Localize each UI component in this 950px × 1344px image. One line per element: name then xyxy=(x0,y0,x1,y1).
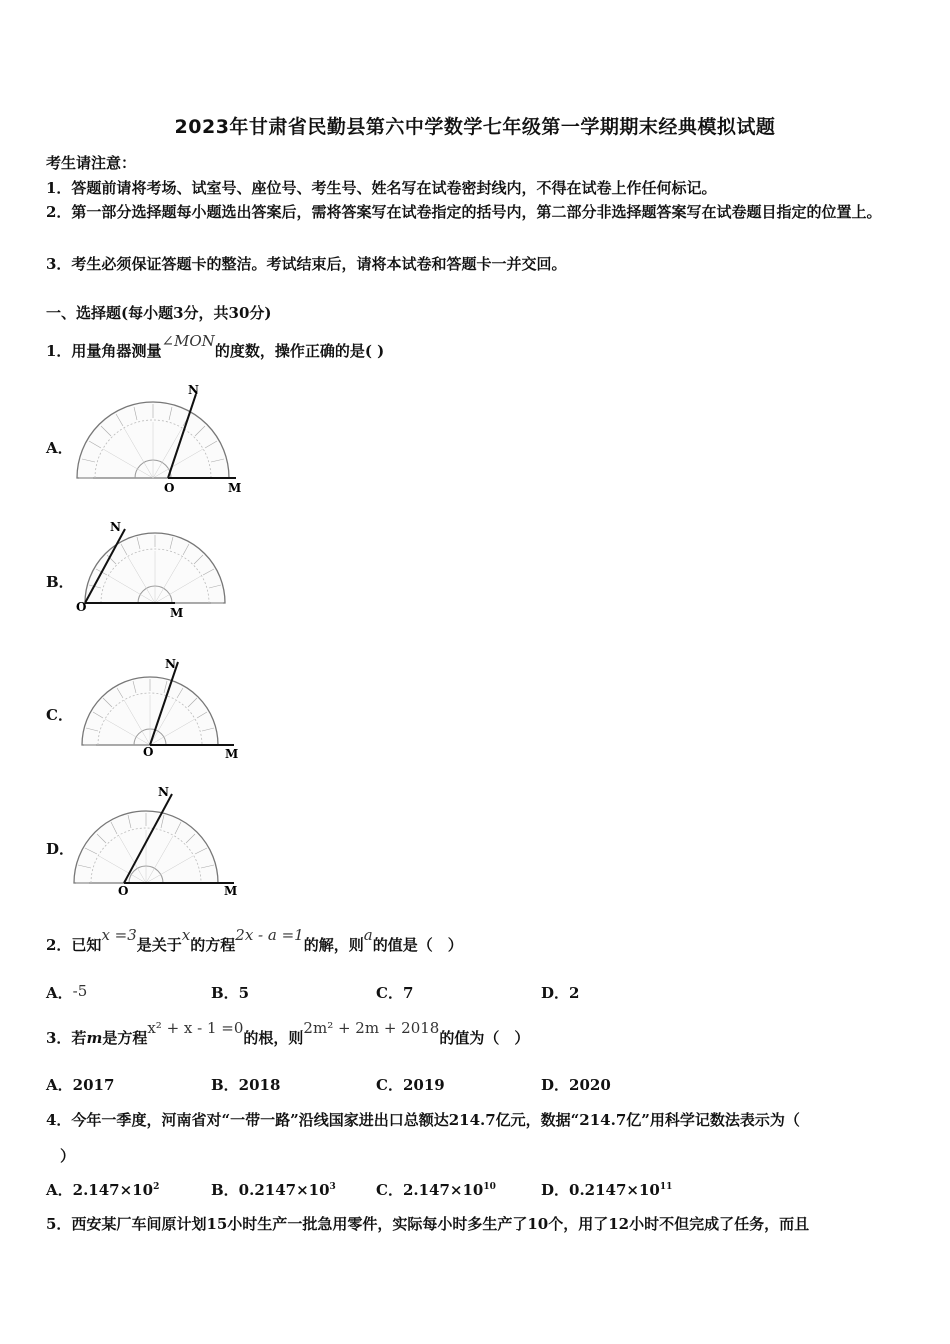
question-5: 5．西安某厂车间原计划15小时生产一批急用零件，实际每小时多生产了10个，用了12小时不但完成了任务，而且 xyxy=(46,1215,810,1233)
q2-part-5: 的值是（ ） xyxy=(372,936,463,954)
question-1 xyxy=(46,332,385,361)
question-4: 4．今年一季度，河南省对“一带一路”沿线国家进出口总额达214.7亿元，数据“214.7亿”用科学记数法表示为（ xyxy=(46,1111,800,1129)
q2-math-1: x =3 xyxy=(101,926,137,944)
q4-option-b xyxy=(211,1179,336,1200)
notice-item-1: 1．答题前请将考场、试室号、座位号、考生号、姓名写在试卷密封线内，不得在试卷上作任何标记。 xyxy=(46,179,717,197)
q2-option-a-value: -5 xyxy=(72,982,88,1000)
q1d-label-o: O xyxy=(118,884,129,897)
q1c-label-o: O xyxy=(143,745,154,759)
question-4-close: ） xyxy=(60,1147,76,1165)
q2-math-4: a xyxy=(363,926,373,944)
q4-option-b-exponent: 3 xyxy=(329,1182,336,1192)
q1-option-b-label: B． xyxy=(46,573,74,591)
q3-part-3: 的根，则 xyxy=(243,1029,304,1047)
q1-option-c-label: C． xyxy=(46,706,73,724)
q3-option-c: C．2019 xyxy=(376,1076,445,1094)
q3-option-d: D．2020 xyxy=(541,1076,611,1094)
q3-part-1: 3．若 xyxy=(46,1029,87,1047)
q4-option-c xyxy=(376,1179,496,1200)
q1b-label-m: M xyxy=(170,606,184,620)
q1-angle: ∠MON xyxy=(161,332,215,350)
q3-option-a: A．2017 xyxy=(46,1076,115,1094)
q1a-label-m: M xyxy=(228,481,242,495)
q4-option-d-exponent: 11 xyxy=(659,1182,673,1192)
q2-math-3: 2x - a =1 xyxy=(235,926,304,944)
q4-option-a-base: A．2.147×10 xyxy=(46,1181,154,1199)
q1b-label-n: N xyxy=(110,520,121,534)
q3-part-2: 是方程 xyxy=(102,1029,148,1047)
q4-option-a xyxy=(46,1179,159,1200)
q4-option-c-exponent: 10 xyxy=(483,1182,496,1192)
q4-option-d xyxy=(541,1179,672,1200)
q2-part-2: 是关于 xyxy=(136,936,182,954)
q2-option-b: B．5 xyxy=(211,984,250,1002)
q1-option-a-protractor xyxy=(70,380,250,495)
q1a-label-n: N xyxy=(188,383,199,397)
notice-item-2: 2．第一部分选择题每小题选出答案后，需将答案写在试卷指定的括号内，第二部分非选择题答案写在试卷题目指定的位置上。 xyxy=(46,203,882,221)
q2-option-d: D．2 xyxy=(541,984,580,1002)
q1-option-a-label: A． xyxy=(46,439,73,457)
q1d-label-n: N xyxy=(158,785,169,799)
page-title: 2023年甘肃省民勤县第六中学数学七年级第一学期期末经典模拟试题 xyxy=(174,116,776,138)
question-2 xyxy=(46,926,463,955)
q1-option-b-protractor xyxy=(70,515,240,620)
section-heading: 一、选择题(每小题3分，共30分) xyxy=(46,304,272,322)
question-3 xyxy=(46,1019,530,1048)
q1-suffix: 的度数，操作正确的是( ) xyxy=(214,342,385,360)
q1-prefix: 1．用量角器测量 xyxy=(46,342,162,360)
q2-option-a xyxy=(46,982,87,1003)
notice-item-3: 3．考生必须保证答题卡的整洁。考试结束后，请将本试卷和答题卡一并交回。 xyxy=(46,255,567,273)
q1b-label-o: O xyxy=(76,600,87,614)
q4-option-c-base: C．2.147×10 xyxy=(376,1181,484,1199)
q1-option-d-label: D． xyxy=(46,840,75,858)
q2-part-3: 的方程 xyxy=(190,936,236,954)
q1c-label-m: M xyxy=(225,747,239,760)
q1a-label-o: O xyxy=(164,481,175,495)
q4-option-b-base: B．0.2147×10 xyxy=(211,1181,330,1199)
q3-equation-2: 2m² + 2m + 2018 xyxy=(303,1019,440,1037)
q1c-label-n: N xyxy=(165,657,176,671)
q3-variable-m: m xyxy=(86,1029,103,1047)
q4-option-d-base: D．0.2147×10 xyxy=(541,1181,660,1199)
q1d-label-m: M xyxy=(224,884,238,897)
q3-part-4: 的值为（ ） xyxy=(439,1029,530,1047)
q2-math-2: x xyxy=(181,926,191,944)
notice-heading: 考生请注意： xyxy=(46,154,137,172)
q3-equation-1: x² + x - 1 =0 xyxy=(147,1019,244,1037)
q3-option-b: B．2018 xyxy=(211,1076,281,1094)
q1-option-c-protractor xyxy=(70,652,240,760)
q4-option-a-exponent: 2 xyxy=(153,1182,160,1192)
q2-option-c: C．7 xyxy=(376,984,414,1002)
q2-part-1: 2．已知 xyxy=(46,936,102,954)
q2-part-4: 的解，则 xyxy=(303,936,364,954)
q2-option-a-label: A． xyxy=(46,984,73,1002)
q1-option-d-protractor xyxy=(66,782,246,897)
